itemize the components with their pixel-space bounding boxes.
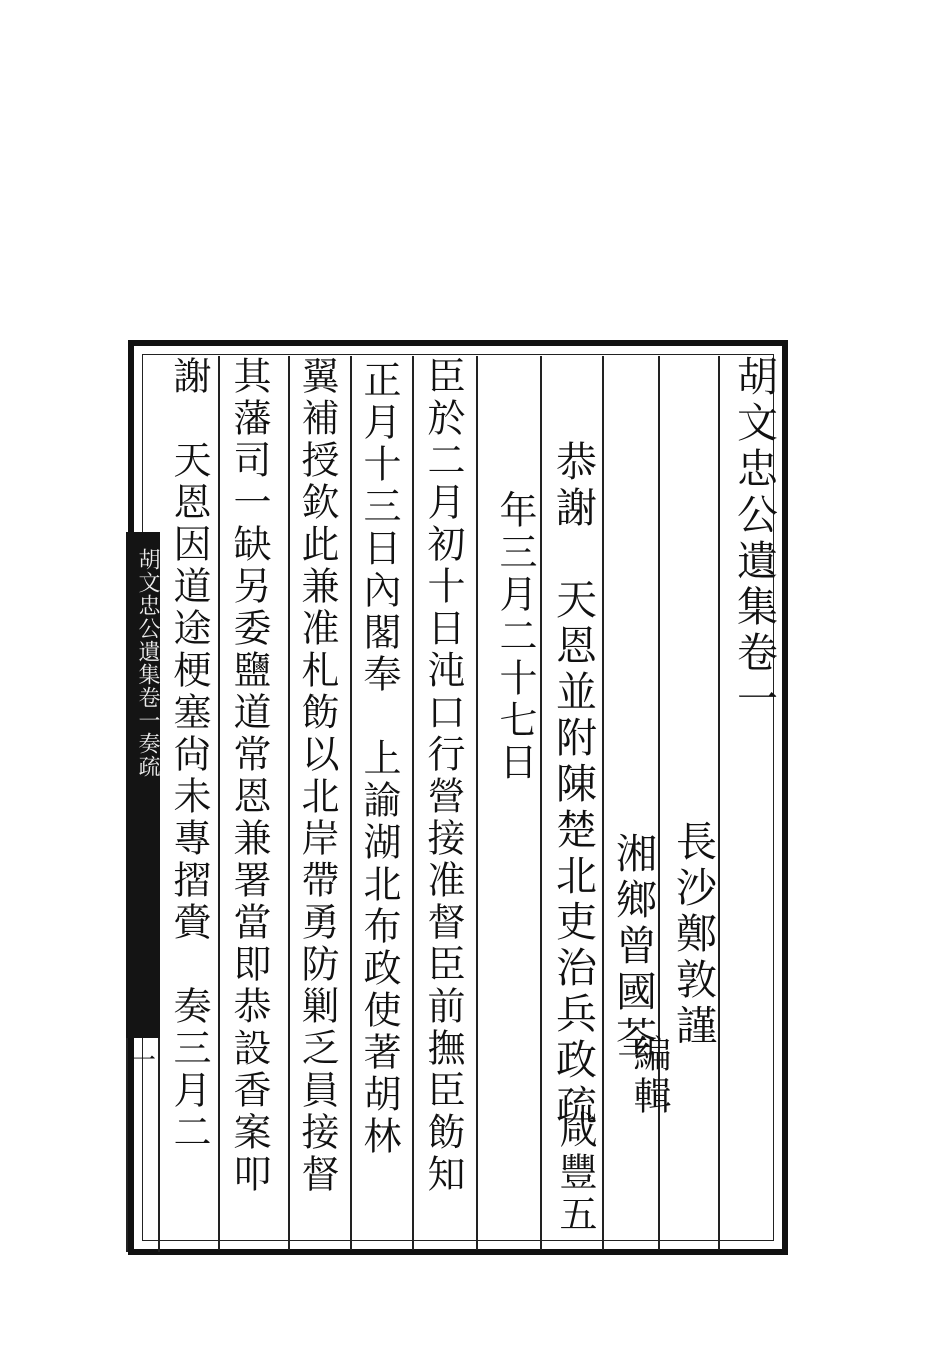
edit-word: 編輯 [627,1034,671,1118]
column-rule [718,356,720,1250]
body-column-3: 翼補授欽此兼准札飭以北岸帶勇防剿乏員接督 [295,356,339,1196]
column-rule [288,356,290,1250]
body-column-1: 臣於二月初十日沌口行營接准督臣前撫臣飭知 [421,356,465,1196]
date-part-2: 年三月二十七日 [493,490,537,784]
margin-title: 胡文忠公遺集卷一奏疏 [135,548,160,778]
body-column-4: 其藩司一缺另委鹽道常恩兼署當即恭設香案叩 [227,356,271,1196]
column-rule [412,356,414,1250]
editor-2: 湘鄉曾國荃 [609,832,657,1062]
book-title: 胡文忠公遺集卷一 [730,355,778,723]
column-rule [350,356,352,1250]
body-column-2: 正月十三日內閣奉 上諭湖北布政使著胡林 [357,360,401,1158]
column-rule [218,356,220,1250]
editor-1: 長沙鄭敦謹 [669,820,717,1050]
body-column-5: 謝 天恩因道途梗塞尙未專摺賫 奏三月二 [167,356,211,1154]
column-rule [540,356,542,1250]
memorial-title: 恭謝 天恩並附陳楚北吏治兵政疏 [549,440,597,1130]
column-rule [602,356,604,1250]
page-number: 一 [130,1046,157,1076]
date-part-1: 咸豐五 [553,1110,597,1236]
column-rule [476,356,478,1250]
